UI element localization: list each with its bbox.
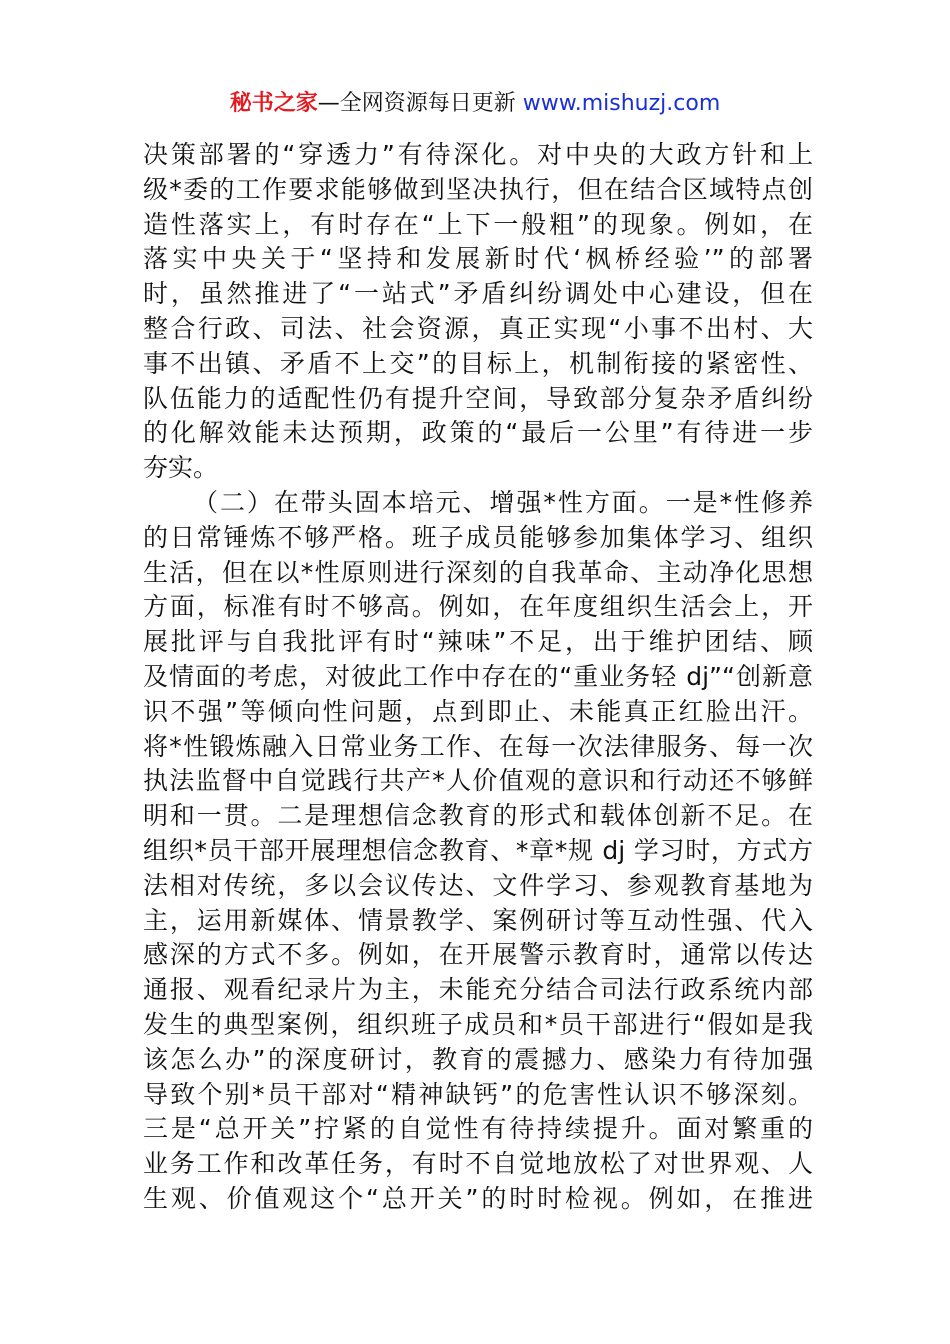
text-line: 三是“总开关”拧紧的自觉性有待持续提升。面对繁重的: [143, 1114, 813, 1144]
text-line: 通报、观看纪录片为主，未能充分结合司法行政系统内部: [143, 975, 813, 1005]
text-line: 时，虽然推进了“一站式”矛盾纠纷调处中心建设，但在: [143, 279, 813, 309]
text-line: 级*委的工作要求能够做到坚决执行，但在结合区域特点创: [143, 174, 813, 204]
header-url-link[interactable]: www.mishuzj.com: [522, 91, 721, 116]
text-line: 发生的典型案例，组织班子成员和*员干部进行“假如是我: [143, 1009, 813, 1039]
text-line: 造性落实上，有时存在“上下一般粗”的现象。例如，在: [143, 209, 813, 239]
text-line: 决策部署的“穿透力”有待深化。对中央的大政方针和上: [143, 140, 813, 169]
text-line: 主，运用新媒体、情景教学、案例研讨等互动性强、代入: [143, 905, 813, 935]
text-line: 夯实。: [143, 453, 219, 483]
text-line: 业务工作和改革任务，有时不自觉地放松了对世界观、人: [143, 1149, 813, 1179]
text-line: 生活，但在以*性原则进行深刻的自我革命、主动净化思想: [143, 557, 813, 587]
text-line: 事不出镇、矛盾不上交”的目标上，机制衔接的紧密性、: [143, 348, 813, 378]
brand-name: 秘书之家: [229, 91, 318, 116]
text-line: 将*性锻炼融入日常业务工作、在每一次法律服务、每一次: [143, 731, 813, 761]
text-line: 落实中央关于“坚持和发展新时代‘枫桥经验’”的部署: [143, 244, 813, 274]
paragraph-heading-line: （二）在带头固本培元、增强*性方面。一是*性修养: [193, 487, 813, 517]
document-body: [143, 138, 813, 1217]
text-line: 法相对传统，多以会议传达、文件学习、参观教育基地为: [143, 870, 813, 900]
text-line: 识不强”等倾向性问题，点到即止、未能真正红脸出汗。: [143, 696, 813, 726]
text-line: 的化解效能未达预期，政策的“最后一公里”有待进一步: [143, 418, 813, 448]
text-line: 感深的方式不多。例如，在开展警示教育时，通常以传达: [143, 940, 813, 970]
page-header: [0, 88, 950, 120]
text-line: 及情面的考虑，对彼此工作中存在的“重业务轻 dj”“创新意: [143, 661, 813, 691]
text-line: 展批评与自我批评有时“辣味”不足，出于维护团结、顾: [143, 627, 813, 657]
text-line: 生观、价值观这个“总开关”的时时检视。例如，在推进: [143, 1183, 813, 1213]
text-line: 执法监督中自觉践行共产*人价值观的意识和行动还不够鲜: [143, 766, 813, 796]
text-line: 方面，标准有时不够高。例如，在年度组织生活会上，开: [143, 592, 813, 622]
text-line: 导致个别*员干部对“精神缺钙”的危害性认识不够深刻。: [143, 1079, 813, 1109]
text-line: 整合行政、司法、社会资源，真正实现“小事不出村、大: [143, 313, 813, 343]
text-line: 该怎么办”的深度研讨，教育的震撼力、感染力有待加强: [143, 1044, 813, 1074]
text-line: 的日常锤炼不够严格。班子成员能够参加集体学习、组织: [143, 522, 813, 552]
header-tagline: —全网资源每日更新: [317, 91, 523, 116]
text-line: 组织*员干部开展理想信念教育、*章*规 dj 学习时，方式方: [143, 835, 813, 865]
text-line: 明和一贯。二是理想信念教育的形式和载体创新不足。在: [143, 801, 813, 831]
text-line: 队伍能力的适配性仍有提升空间，导致部分复杂矛盾纠纷: [143, 383, 813, 413]
